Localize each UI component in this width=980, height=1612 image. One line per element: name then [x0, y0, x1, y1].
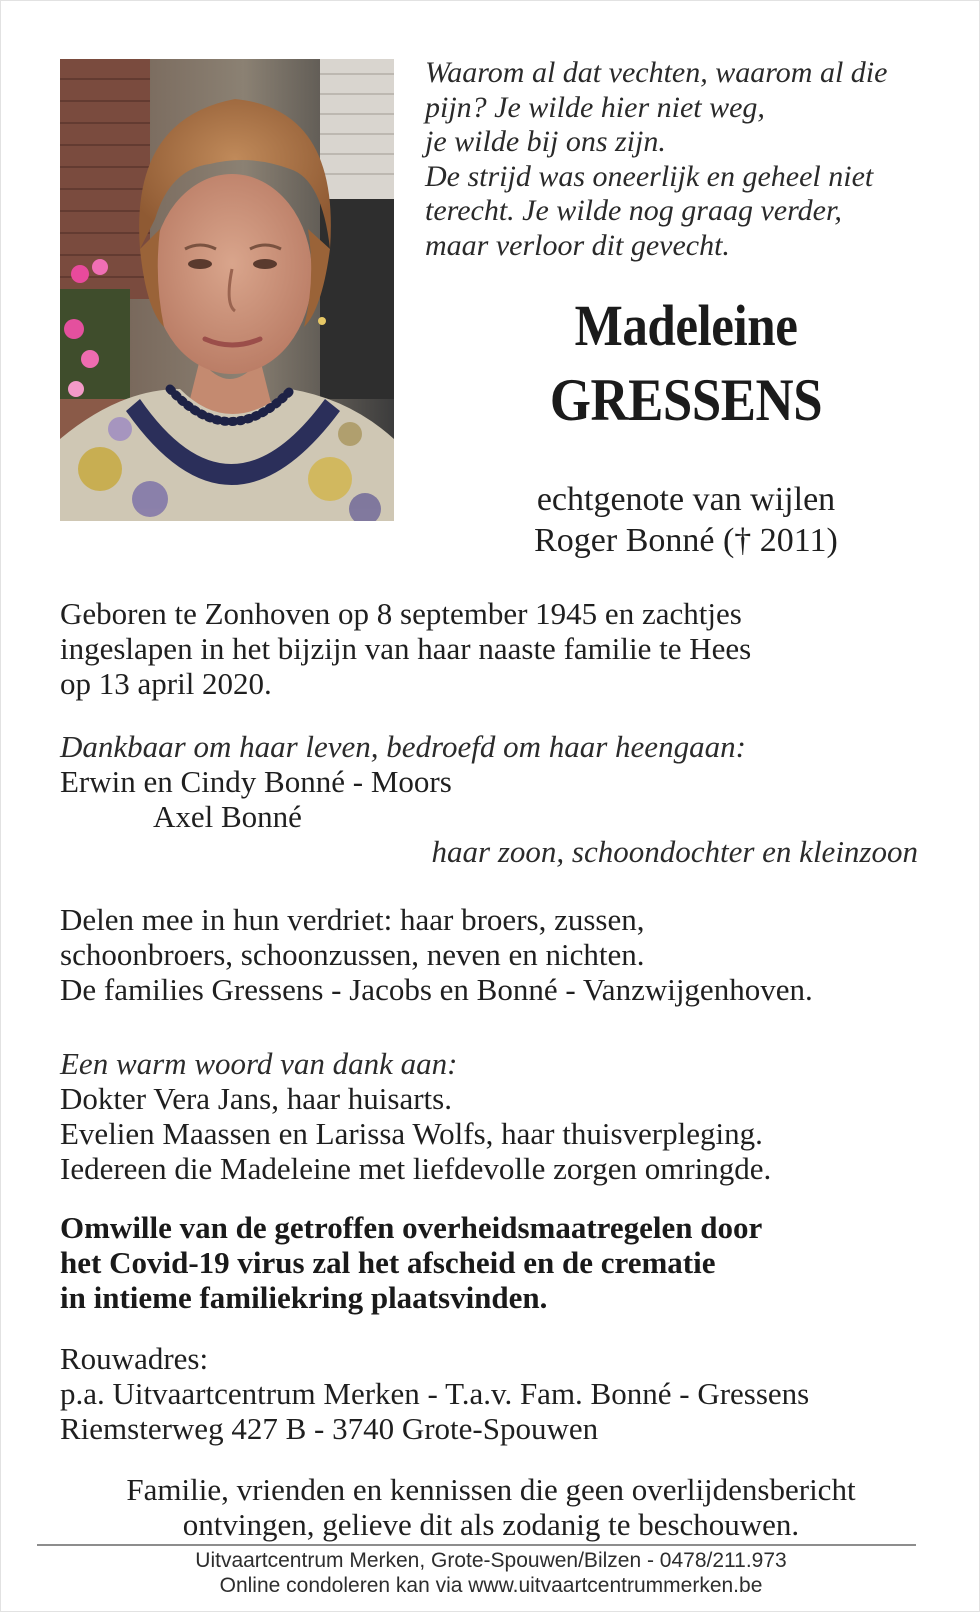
- address-line: Riemsterweg 427 B - 3740 Grote-Spouwen: [60, 1411, 599, 1446]
- covid-notice-line: Omwille van de getroffen overheidsmaatregelen door: [60, 1210, 763, 1245]
- portrait-photo: [60, 59, 394, 521]
- closing-line: Familie, vrienden en kennissen die geen overlijdensbericht: [126, 1472, 856, 1507]
- family-relation: haar zoon, schoondochter en kleinzoon: [431, 834, 918, 869]
- share-line: De families Gressens - Jacobs en Bonné - Vanzwijgenhoven.: [60, 972, 813, 1007]
- spouse-name: Roger Bonné († 2011): [534, 522, 838, 559]
- address-label: Rouwadres:: [60, 1341, 209, 1376]
- covid-notice-line: in intieme familiekring plaatsvinden.: [60, 1280, 548, 1315]
- footer-divider: [37, 1544, 916, 1546]
- spouse-line: echtgenote van wijlen: [536, 481, 836, 518]
- birth-line: ingeslapen in het bijzijn van haar naaste familie te Hees: [60, 631, 752, 666]
- poem-line: maar verloor dit gevecht.: [425, 228, 730, 262]
- thanks-intro: Een warm woord van dank aan:: [60, 1046, 458, 1081]
- thanks-line: Dokter Vera Jans, haar huisarts.: [60, 1081, 452, 1116]
- poem: [425, 56, 945, 263]
- birth-line: Geboren te Zonhoven op 8 september 1945 en zachtjes: [60, 596, 742, 631]
- grateful-intro: Dankbaar om haar leven, bedroefd om haar heengaan:: [60, 729, 746, 764]
- footer-contact: Uitvaartcentrum Merken, Grote-Spouwen/Bilzen - 0478/211.973: [195, 1549, 787, 1572]
- share-line: Delen mee in hun verdriet: haar broers, zussen,: [60, 902, 645, 937]
- deceased-last-name: GRESSENS: [549, 367, 823, 433]
- address-line: p.a. Uitvaartcentrum Merken - T.a.v. Fam. Bonné - Gressens: [60, 1376, 810, 1411]
- thanks-line: Evelien Maassen en Larissa Wolfs, haar thuisverpleging.: [60, 1116, 763, 1151]
- thanks-line: Iedereen die Madeleine met liefdevolle zorgen omringde.: [60, 1151, 772, 1186]
- poem-line: De strijd was oneerlijk en geheel niet: [425, 159, 874, 193]
- footer-website: Online condoleren kan via www.uitvaartcentrummerken.be: [219, 1574, 763, 1597]
- poem-line: Waarom al dat vechten, waarom al die: [425, 56, 888, 89]
- family-line: Erwin en Cindy Bonné - Moors: [60, 764, 452, 799]
- share-line: schoonbroers, schoonzussen, neven en nichten.: [60, 937, 645, 972]
- poem-line: terecht. Je wilde nog graag verder,: [425, 194, 842, 227]
- closing-line: ontvingen, gelieve dit als zodanig te beschouwen.: [182, 1507, 800, 1542]
- birth-line: op 13 april 2020.: [60, 666, 272, 701]
- covid-notice-line: het Covid-19 virus zal het afscheid en de crematie: [60, 1245, 716, 1280]
- deceased-first-name: Madeleine: [574, 293, 798, 358]
- family-line: Axel Bonné: [153, 799, 302, 834]
- poem-line: je wilde bij ons zijn.: [425, 125, 666, 158]
- poem-line: pijn? Je wilde hier niet weg,: [425, 90, 765, 124]
